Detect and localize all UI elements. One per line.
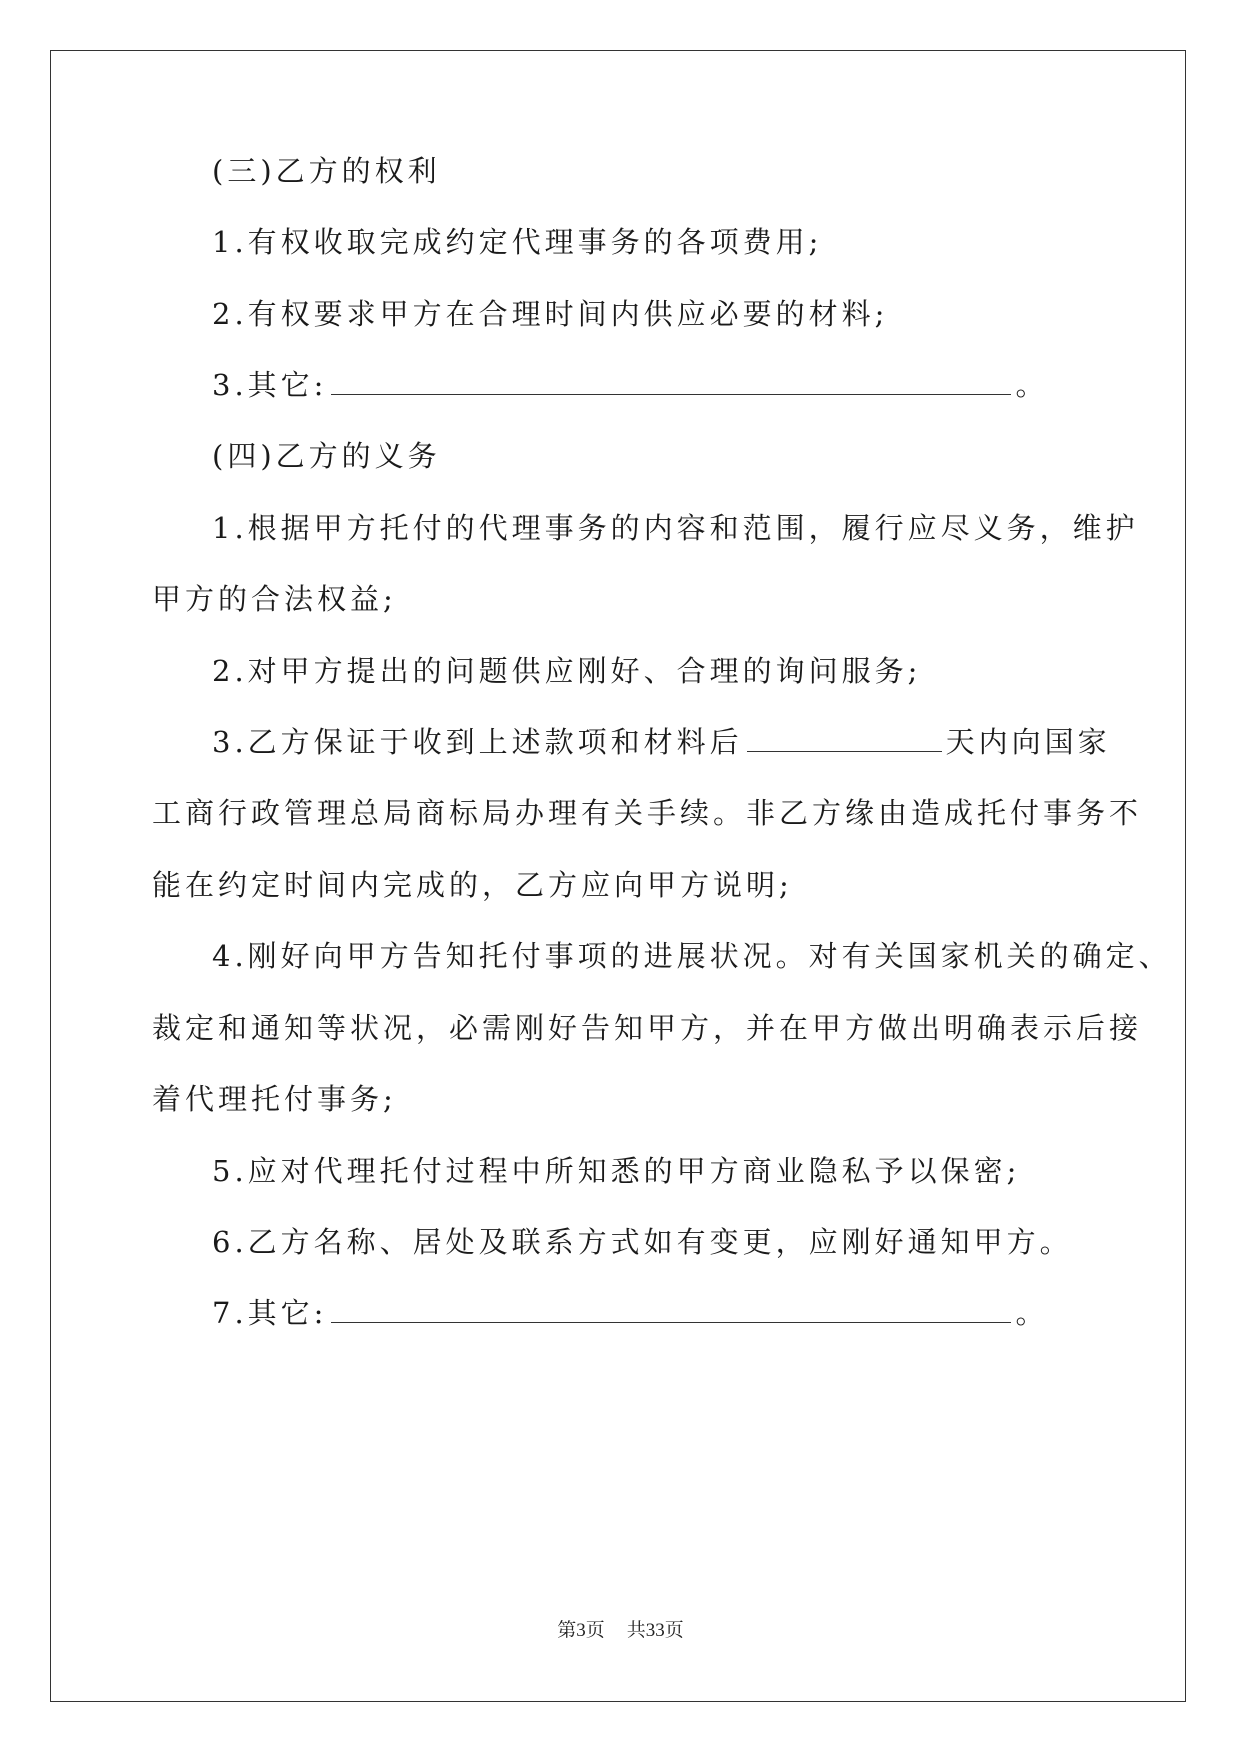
duty-item-7-end: 。	[1015, 1296, 1049, 1330]
total-label-suffix: 页	[664, 1619, 684, 1641]
duty-item-3-tail: 天内向国家	[945, 725, 1111, 759]
duty-item-4-line-2: 裁定和通知等状况，必需刚好告知甲方，并在甲方做出明确表示后接	[152, 1011, 1143, 1045]
current-page-number: 3	[576, 1620, 586, 1641]
duty-item-3-line-3: 能在约定时间内完成的，乙方应向甲方说明;	[152, 868, 793, 902]
duty-item-4-line-1: 4.刚好向甲方告知托付事项的进展状况。对有关国家机关的确定、	[212, 939, 1172, 973]
section-4-heading: (四)乙方的义务	[212, 439, 441, 473]
duty-item-7	[212, 1293, 1048, 1333]
fill-in-blank	[331, 370, 1011, 395]
total-label-prefix: 共	[626, 1619, 646, 1641]
duty-item-2: 2.对甲方提出的问题供应刚好、合理的询问服务;	[212, 654, 922, 688]
fill-in-blank	[331, 1298, 1011, 1323]
rights-item-1: 1.有权收取完成约定代理事务的各项费用;	[212, 225, 823, 259]
total-page-number: 33	[645, 1620, 665, 1641]
duty-item-4-line-3: 着代理托付事务;	[152, 1082, 397, 1116]
page-footer	[0, 1618, 1241, 1643]
duty-item-3-label: 3.乙方保证于收到上述款项和材料后	[212, 725, 743, 759]
duty-item-1-line-1: 1.根据甲方托付的代理事务的内容和范围，履行应尽义务，维护	[212, 511, 1139, 545]
duty-item-6: 6.乙方名称、居处及联系方式如有变更，应刚好通知甲方。	[212, 1225, 1073, 1259]
page-label-mid: 页	[585, 1619, 605, 1641]
page-label-prefix: 第	[557, 1619, 577, 1641]
rights-item-3-end: 。	[1015, 368, 1049, 402]
section-3-heading: (三)乙方的权利	[212, 154, 441, 188]
duty-item-7-label: 7.其它:	[212, 1296, 328, 1330]
days-fill-in-blank	[747, 727, 942, 752]
duty-item-5: 5.应对代理托付过程中所知悉的甲方商业隐私予以保密;	[212, 1154, 1021, 1188]
duty-item-3-line-2: 工商行政管理总局商标局办理有关手续。非乙方缘由造成托付事务不	[152, 796, 1143, 830]
rights-item-3	[212, 365, 1048, 405]
rights-item-3-label: 3.其它:	[212, 368, 328, 402]
duty-item-3-line-1	[212, 722, 1111, 762]
rights-item-2: 2.有权要求甲方在合理时间内供应必要的材料;	[212, 297, 889, 331]
duty-item-1-line-2: 甲方的合法权益;	[152, 582, 397, 616]
